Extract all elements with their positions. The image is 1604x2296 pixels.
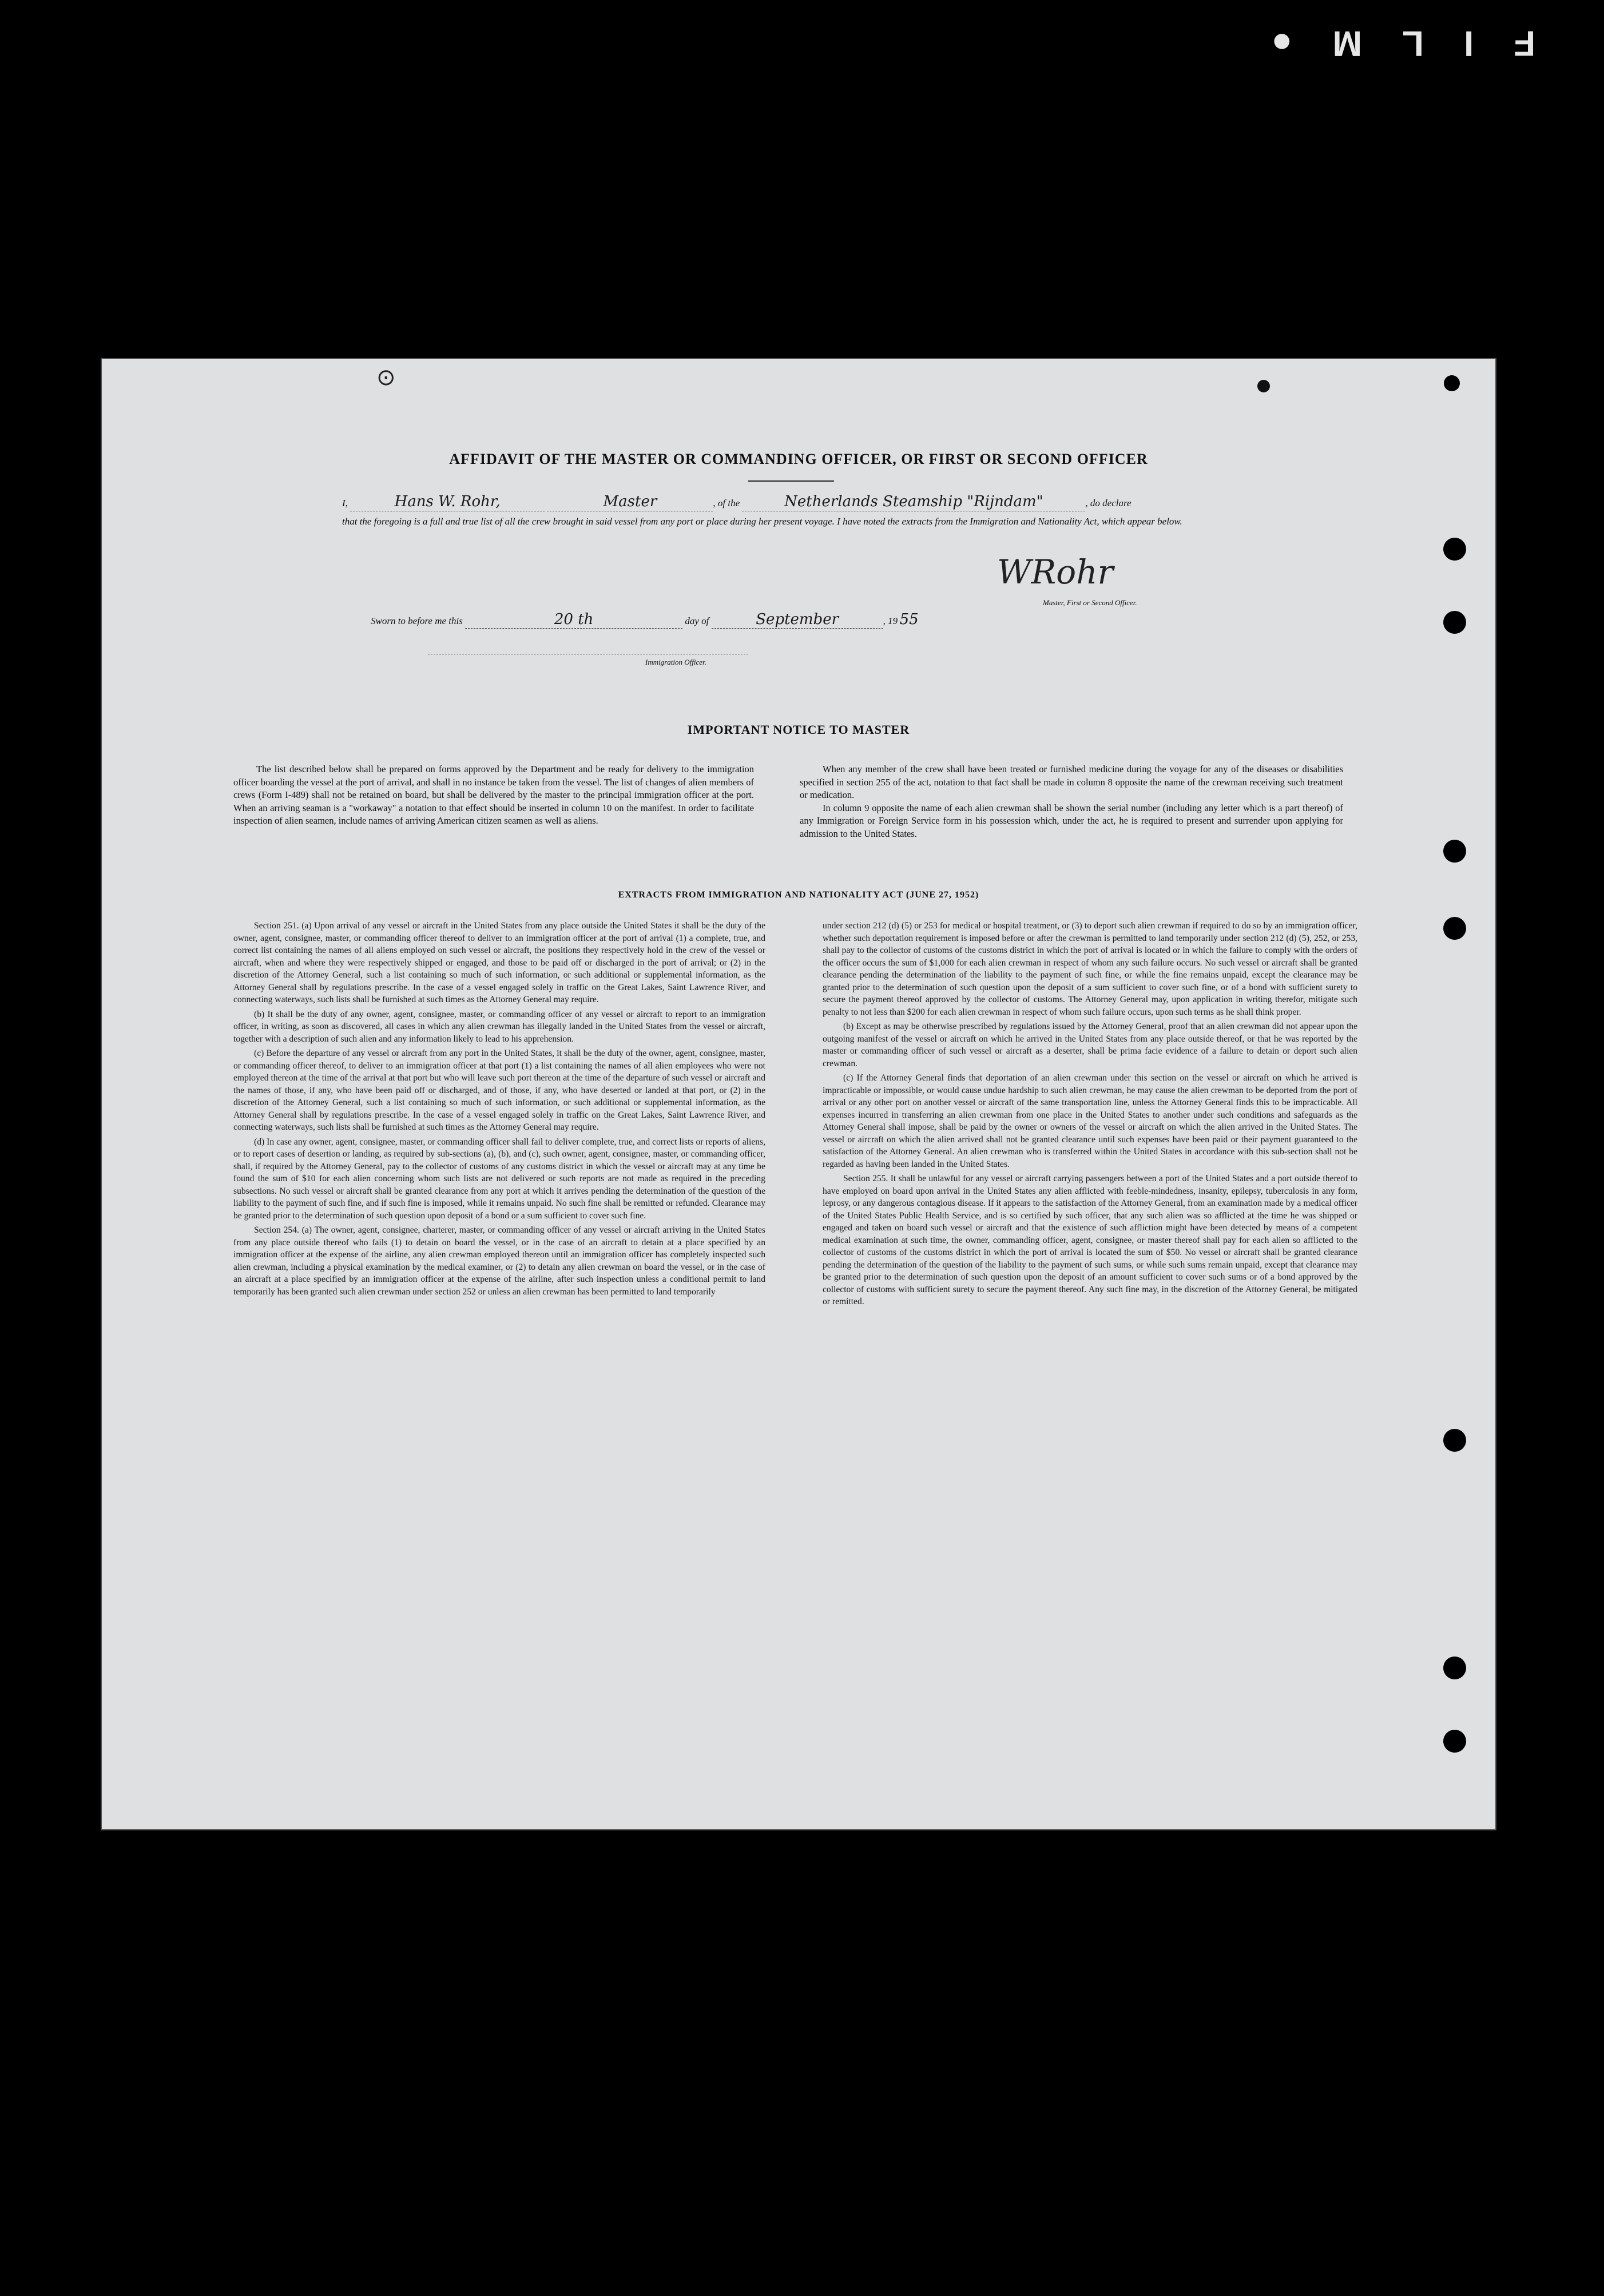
declaration-text: , do declare — [1085, 498, 1131, 509]
notice-paragraph: In column 9 opposite the name of each alien crewman shall be shown the serial number (including any letter which is a part thereof) of any Immigration or Foreign Service form in his possession which, under the act, he is required to present and surrender upon applying for admission to the United States. — [800, 802, 1343, 839]
section-251-c: (c) Before the departure of any vessel or aircraft from any port in the United States, it shall be the duty of the owner, agent, consignee, master, or commanding officer thereof, to deliver to an immigration officer at that port (1) a list containing the names of all alien employees who were not employed thereon at the time of the arrival at that port but who will leave such port thereon at the time of the departure of such vessel or aircraft and the names of those, if any, who have been paid off or discharged, and of those, if any, who have deserted or landed at that port, or (2) in the discretion of the Attorney General, such a list containing so much of such information, or such additional or supplemental information, as the Attorney General shall by regulations prescribe. In the case of a vessel engaged solely in traffic on the Great Lakes, Saint Lawrence River, and connecting waterways, such lists shall be furnished at such times as the Attorney General may require. — [233, 1048, 765, 1132]
section-255: Section 255. It shall be unlawful for any vessel or aircraft carrying passengers between a port of the United States and a port outside thereof to have employed on board upon arrival in the United States any alien afflicted with feeble-mindedness, insanity, epilepsy, tuberculosis in any form, leprosy, or any dangerous contagious disease. If it appears to the satisfaction of the Attorney General, from an examination made by a medical officer of the United States Public Health Service, and is so certified by such officer, that any such alien was so afflicted at the time he was shipped or engaged and taken on board such vessel or aircraft and that the existence of such affliction might have been detected by means of a competent medical examination at such time, the owner, commanding officer, agent, consignee, or master thereof shall pay for each alien so afflicted to the collector of customs of the customs district in which the port of arrival is located the sum of $50. No vessel or aircraft shall be granted clearance pending the determination of the question of the liability to the payment of such sums, or while such sums remain unpaid, except that clearance may be granted prior to the determination of such question upon the deposit of an amount sufficient to cover such sums or of a bond approved by the collector of customs with sufficient surety to secure the payment thereof. Any such fine may, in the discretion of the Attorney General, be mitigated or remitted. — [823, 1174, 1357, 1306]
section-251-a: Section 251. (a) Upon arrival of any vessel or aircraft in the United States from any place outside the United States it shall be the duty of the owner, agent, consignee, master, or commanding officer thereof to deliver to an immigration officer at the port of arrival (1) a complete, true, and correct list containing the names of all aliens employed on such vessel or aircraft, the positions they respectively hold in the crew of the vessel or aircraft, when and where they were respectively shipped or engaged, and those to be paid off or discharged in the port of arrival; or (2) in the discretion of the Attorney General, such a list containing so much of such information, or such additional or supplemental information, as the Attorney General shall by regulations prescribe. In the case of a vessel engaged solely in traffic on the Great Lakes, Saint Lawrence River, and connecting waterways, such lists shall be furnished at such times as the Attorney General may require. — [233, 921, 765, 1004]
master-name: Hans W. Rohr, — [350, 492, 545, 511]
corner-mark-left: ⊙ — [376, 364, 396, 390]
declaration-continuation: that the foregoing is a full and true list of all the crew brought in said vessel from any port or place during her present voyage. I have noted the extracts from the Immigration and Nationality Act, which appear below. — [342, 516, 1182, 527]
section-254-continued: under section 212 (d) (5) or 253 for medical or hospital treatment, or (3) to deport such alien crewman if required to do so by an immigration officer, whether such deportation requirement is imposed before or after the crewman is permitted to land temporarily under section 212 (d) (5), 252, or 253, shall pay to the collector of customs of the customs district in which the port of arrival is located or in which the failure to comply with the orders of the officer occurs the sum of $1,000 for each alien crewman in respect of whom any such failure occurs. No such vessel or aircraft shall be granted clearance pending the determination of the liability to the payment of such fine, or while the fine remains unpaid, except the clearance may be granted prior to the determination of such question upon the deposit of a sum sufficient to cover such fine, or of a bond with sufficient surety to secure the payment thereof approved by the collector of customs. The Attorney General may, upon application in writing therefor, mitigate such penalty to not less than $200 for each alien crewman in respect of whom such failure occurs, upon such terms as he shall think proper. — [823, 921, 1357, 1017]
extracts-left-column — [233, 920, 765, 1300]
master-signature: WRohr — [997, 553, 1114, 591]
signature-label: Master, First or Second Officer. — [1043, 598, 1137, 607]
sworn-year: 55 — [899, 611, 919, 628]
section-254-c: (c) If the Attorney General finds that deportation of an alien crewman under this section on the vessel or aircraft on which he arrived is impracticable or impossible, or would cause undue hardship to such alien crewman, he may cause the alien crewman to be deported from the port of arrival or any other port on another vessel or aircraft of the same transportation line, unless the Attorney General finds this to be impracticable. All expenses incurred in transferring an alien crewman from one place in the United States to another under such conditions and safeguards as the Attorney General shall impose, shall be paid by the owner or owners of the vessel or aircraft on which the alien arrived in the United States. The vessel or aircraft on which the alien arrived shall not be granted clearance until such expenses have been paid or their payment guaranteed to the satisfaction of the Attorney General. An alien crewman who is transferred within the United States in accordance with this sub-section shall not be regarded as having been landed in the United States. — [823, 1073, 1357, 1169]
section-251-d: (d) In case any owner, agent, consignee, master, or commanding officer shall fail to deliver complete, true, and correct lists or reports of aliens, or to report cases of desertion or landing, as required by sub-sections (a), (b), and (c), such owner, agent, consignee, master, or commanding officer, shall, if required by the Attorney General, pay to the collector of customs of any customs district in which the vessel or aircraft may at any time be found the sum of $10 for each alien concerning whom such lists are not delivered or such reports are not made as required in the preceding subsections. No such vessel or aircraft shall be granted clearance from any port at which it arrives pending the determination of the question of the liability to the payment of such fine, and if such fine is imposed, while it remains unpaid. No such fine shall be remitted or refunded. Clearance may be granted prior to the determination of such question upon deposit of a bond or a sum sufficient to cover such fine. — [233, 1137, 765, 1221]
binder-hole — [1443, 611, 1466, 634]
sworn-month: September — [712, 611, 883, 629]
year-prefix: , 19 — [883, 615, 898, 626]
binder-hole — [1443, 840, 1466, 863]
sworn-label: Sworn to before me this — [371, 615, 463, 626]
notice-title: IMPORTANT NOTICE TO MASTER — [687, 722, 910, 737]
sworn-day: 20 th — [465, 611, 682, 629]
binder-hole — [1443, 538, 1466, 561]
section-251-b: (b) It shall be the duty of any owner, agent, consignee, master, or commanding officer of any vessel or aircraft to report to an immigration officer, in writing, as soon as discovered, all cases in which any alien crewman has illegally landed in the United States from the vessel or aircraft, together with a description of such alien and any information likely to lead to his apprehension. — [233, 1009, 765, 1044]
vessel-name: Netherlands Steamship "Rijndam" — [742, 492, 1085, 511]
section-254-b: (b) Except as may be otherwise prescribed by regulations issued by the Attorney General, proof that an alien crewman did not appear upon the outgoing manifest of the vessel or aircraft on which he arrived in the United States from any place outside thereof, or that he was reported by the master or commanding officer of such vessel or aircraft as a deserter, shall be prima facie evidence of a failure to detain or deport such alien crewman. — [823, 1022, 1357, 1068]
day-of-label: day of — [685, 615, 709, 626]
notice-paragraph: The list described below shall be prepared on forms approved by the Department and be ready for delivery to the immigration officer boarding the vessel at the port of arrival, and shall in no instance be taken from the vessel. The list of changes of alien members of crews (Form I-489) shall not be retained on board, but shall be delivered by the master to the principal immigration officer at the port. When an arriving seaman is a "workaway" a notation to that effect should be inserted in column 10 on the manifest. In order to facilitate inspection of alien seamen, include names of arriving American citizen seamen as well as aliens. — [233, 764, 754, 826]
affidavit-title: AFFIDAVIT OF THE MASTER OR COMMANDING OFFICER, OR FIRST OR SECOND OFFICER — [449, 451, 1148, 467]
binder-hole — [1444, 375, 1460, 391]
binder-hole — [1443, 1657, 1466, 1679]
binder-hole — [1443, 1730, 1466, 1753]
notice-right — [800, 763, 1343, 840]
binder-hole — [1443, 1429, 1466, 1452]
immigration-officer-label: Immigration Officer. — [645, 658, 706, 666]
ink-dot — [1257, 380, 1270, 392]
film-marker: FILM● — [1230, 23, 1535, 63]
of-the-label: , of the — [713, 498, 740, 509]
notice-left — [233, 763, 754, 828]
master-title: Master — [547, 492, 713, 511]
binder-hole — [1443, 917, 1466, 940]
section-254-a: Section 254. (a) The owner, agent, consignee, charterer, master, or commanding officer of any vessel or aircraft arriving in the United States from any place outside thereof who fails (1) to detain on board the vessel, or in the case of an aircraft to detain at a place specified by an immigration officer at the expense of the airline, any alien crewman employed thereon until an immigration officer has completely inspected such alien crewman, including a physical examination by the medical examiner, or (2) to detain any alien crewman on board the vessel, or in the case of an aircraft at a place specified by an immigration officer at the expense of the airline, after such inspection unless a conditional permit to land temporarily has been granted such alien crewman under section 252 or unless an alien crewman has been permitted to land temporarily — [233, 1225, 765, 1297]
declaration — [342, 492, 1337, 531]
extracts-title: EXTRACTS FROM IMMIGRATION AND NATIONALITY ACT (JUNE 27, 1952) — [618, 890, 979, 900]
notice-paragraph: When any member of the crew shall have been treated or furnished medicine during the voyage for any of the diseases or disabilities specified in section 255 of the act, notation to that fact shall be made in column 8 opposite the name of the crewman receiving such treatment or medication. — [800, 764, 1343, 800]
declaration-prefix: I, — [342, 498, 348, 509]
title-divider — [748, 480, 834, 482]
sworn-line — [371, 611, 920, 629]
extracts-right-column — [823, 920, 1357, 1310]
affidavit-page — [102, 359, 1495, 1829]
